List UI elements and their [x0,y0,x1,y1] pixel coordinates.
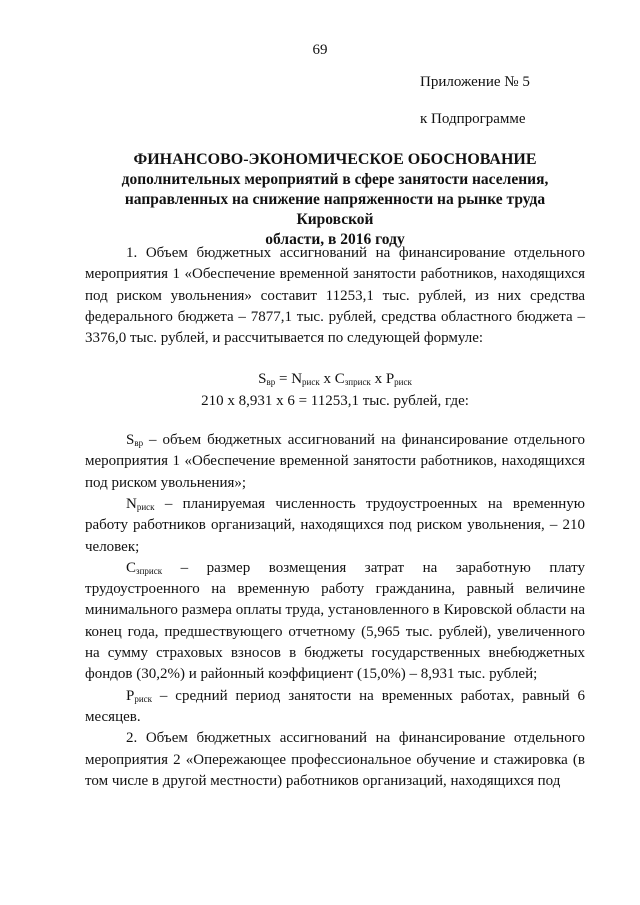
formula [85,369,585,412]
paragraph-2: 2. Объем бюджетных ассигнований на финансирование отдельного мероприятия 2 «Опережающее профессиональное обучение и стажировка (в том числе в другой местности) работников организаций, находящихся под [85,730,585,789]
document-title [100,150,570,250]
paragraph-1: 1. Объем бюджетных ассигнований на финансирование отдельного мероприятия 1 «Обеспечение временной занятости работников, находящихся под риском увольнения» составит 11253,1 тыс. рублей, из них средства федерального бюджета – 7877,1 тыс. рублей, средства областного бюджета – 3376,0 тыс. рублей, и рассчитывается по следующей формуле: [85,245,585,347]
definition-n-risk: $N_{риск}$ – планируемая численность трудоустроенных на временную работу работников организаций, находящихся под риском увольнения, – 210 человек; [85,495,585,555]
definition-p-risk: $P_{риск}$ – средний период занятости на временных работах, равный 6 месяцев. [85,687,585,725]
formula-calculation: 210 х 8,931 х 6 = 11253,1 тыс. рублей, где: [201,392,469,409]
title-line-3: направленных на снижение напряженности на рынке труда Кировской [124,191,546,228]
document-body [85,243,585,792]
definition-s-vr: $S_{вр}$ – объем бюджетных ассигнований на финансирование отдельного мероприятия 1 «Обеспечение временной занятости работников, находящихся под риском увольнения»; [85,432,585,491]
appendix-reference: к Подпрограмме [420,111,526,127]
title-line-1: ФИНАНСОВО-ЭКОНОМИЧЕСКОЕ ОБОСНОВАНИЕ [133,151,537,168]
page-number: 69 [312,42,328,58]
formula-expression: $S_{вр} = N_{риск}$ х $C_{зприск}$ х $P_{риск}$ [258,371,412,388]
title-line-4: области, в 2016 году [265,231,405,248]
definition-c-zprisk: $C_{зприск}$ – размер возмещения затрат на заработную плату трудоустроенного на временную работу гражданина, равный величине минимального размера оплаты труда, установленного в Кировской области на конец года, предшествующего отчетному (5,965 тыс. рублей), увеличенного на сумму страховых взносов в бюджеты государственных внебюджетных фондов (30,2%) и районный коэффициент (15,0%) – 8,931 тыс. рублей; [85,559,585,683]
title-line-2: дополнительных мероприятий в сфере занятости населения, [121,171,549,188]
appendix-number: Приложение № 5 [420,74,530,90]
